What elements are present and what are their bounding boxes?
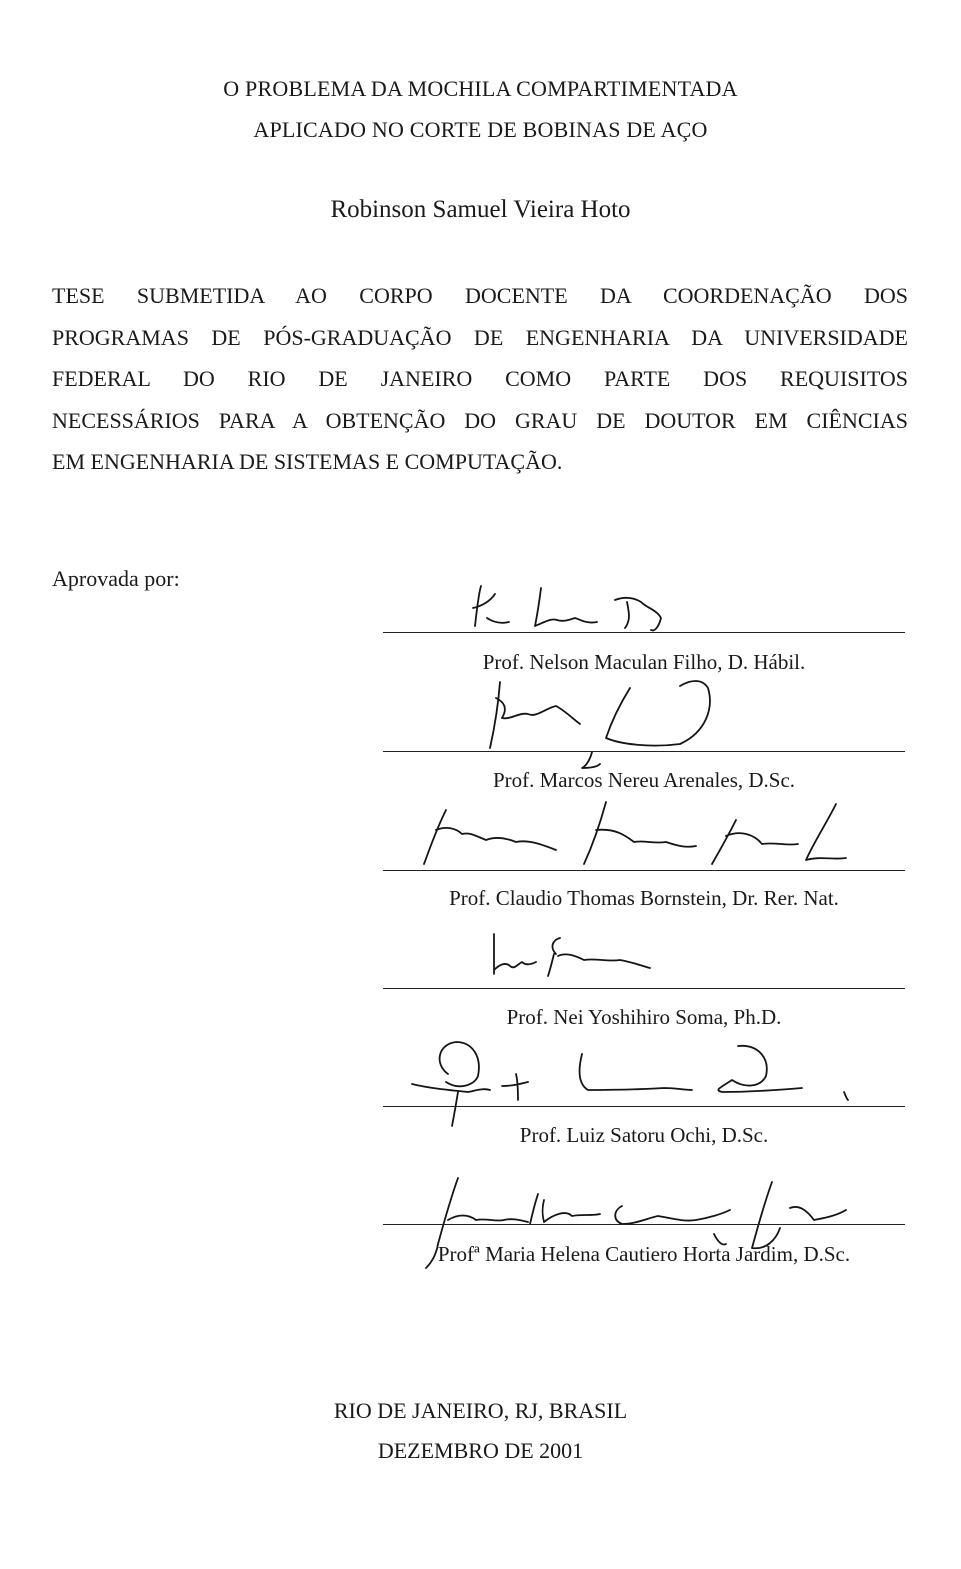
committee-member-name: Profª Maria Helena Cautiero Horta Jardim, D.Sc. [437,1242,851,1266]
committee-member-name: Prof. Claudio Thomas Bornstein, Dr. Rer. Nat. [449,886,839,910]
thesis-statement-line: FEDERAL DO RIO DE JANEIRO COMO PARTE DOS REQUISITOS [52,366,908,391]
signature-line [383,988,905,989]
thesis-title-line-2: APLICADO NO CORTE DE BOBINAS DE AÇO [253,117,708,142]
signature-4 [486,926,656,980]
signature-line [383,1106,905,1107]
author-name: Robinson Samuel Vieira Hoto [330,196,631,223]
thesis-statement-line: EM ENGENHARIA DE SISTEMAS E COMPUTAÇÃO. [52,449,563,474]
signature-line [383,632,905,633]
thesis-statement-line: NECESSÁRIOS PARA A OBTENÇÃO DO GRAU DE DOUTOR EM CIÊNCIAS [52,407,908,433]
signature-line [383,870,905,871]
committee-member-name: Prof. Nei Yoshihiro Soma, Ph.D. [506,1005,782,1029]
signature-1 [465,578,675,636]
signature-2 [480,668,730,778]
signature-3 [406,790,846,872]
thesis-title-line-1: O PROBLEMA DA MOCHILA COMPARTIMENTADA [223,76,738,101]
date: DEZEMBRO DE 2001 [377,1438,584,1463]
committee-member-name: Prof. Luiz Satoru Ochi, D.Sc. [519,1123,769,1147]
signature-5 [408,1030,858,1130]
signature-line [383,1224,905,1225]
signature-line [383,751,905,752]
committee-member-name: Prof. Nelson Maculan Filho, D. Hábil. [482,650,806,674]
location: RIO DE JANEIRO, RJ, BRASIL [333,1398,628,1423]
committee-member-name: Prof. Marcos Nereu Arenales, D.Sc. [492,768,796,792]
thesis-statement [52,275,908,483]
approved-by-label: Aprovada por: [52,566,180,591]
thesis-statement-line: PROGRAMAS DE PÓS-GRADUAÇÃO DE ENGENHARIA DA UNIVERSIDADE [52,324,908,350]
thesis-statement-line: TESE SUBMETIDA AO CORPO DOCENTE DA COORDENAÇÃO DOS [52,283,908,308]
